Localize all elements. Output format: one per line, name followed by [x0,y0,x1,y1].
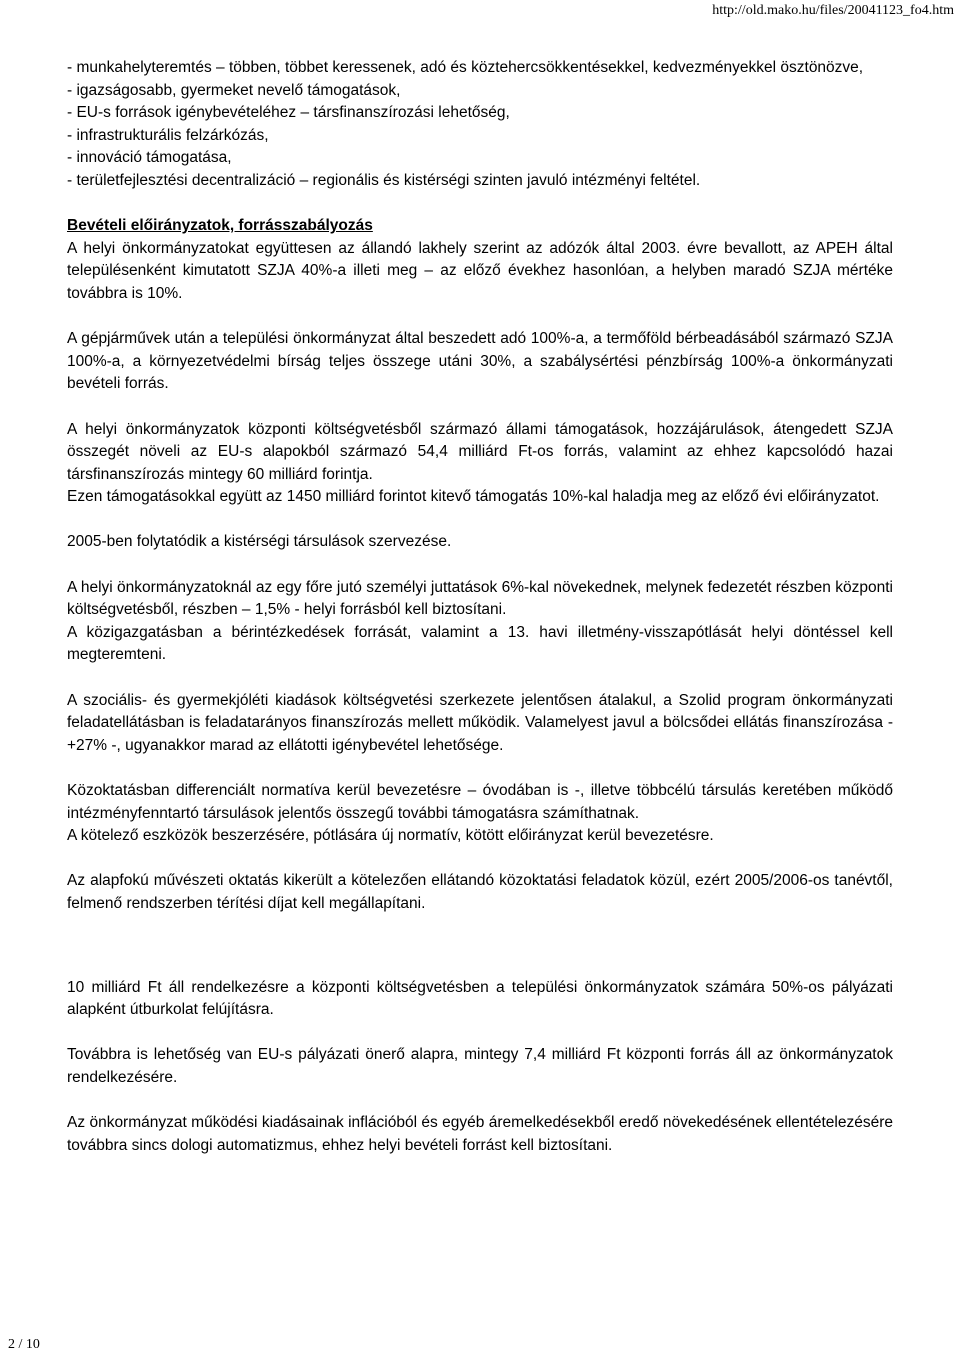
section-heading: Bevételi előirányzatok, forrásszabályozás [67,217,373,235]
revenue-section [67,215,893,305]
state-support-block [67,419,893,509]
paragraph-associations: 2005-ben folytatódik a kistérségi társulások szervezése. [67,533,452,551]
list-item: - munkahelyteremtés – többen, többet keressenek, adó és köztehercsökkentésekkel, kedvezményekkel ösztönözve, [67,59,864,76]
intro-bullet-list [67,57,893,193]
paragraph-road-fund: 10 milliárd Ft áll rendelkezésre a központi költségvetésben a települési önkormányzatok számára 50%-os pályázati alapként útburkolat felújításra. [67,978,893,1019]
page-url-header: http://old.mako.hu/files/20041123_fo4.htm [712,3,954,18]
paragraph-szja: A helyi önkormányzatokat együttesen az állandó lakhely szerint az adózók által 2003. évre bevallott, az APEH által településenként kimutatott SZJA 40%-a illeti meg – az előző évekhez hasonlóan, a helyben maradó SZJA mértéke továbbra is 10%. [67,239,893,302]
paragraph-art-education: Az alapfokú művészeti oktatás kikerült a kötelezően ellátandó közoktatási feladatok közül, ezért 2005/2006-os tanévtől, felmenő rendszerben térítési díjat kell megállapítani. [67,872,893,912]
paragraph-education-normative: Közoktatásban differenciált normatíva kerül bevezetésre – óvodában is -, illetve többcélú társulás keretében működő intézményfenntartó társulások jelentős összegű további támogatásra számíthatnak. [67,782,893,822]
list-item: - innováció támogatása, [67,149,232,167]
education-block [67,780,893,848]
list-item: - EU-s források igénybevételéhez – társfinanszírozási lehetőség, [67,104,510,122]
document-body [67,57,893,1180]
paragraph-operating-costs: Az önkormányzat működési kiadásainak inflációból és egyéb áremelkedésekből eredő növekedésének ellentételezésére továbbra sincs dologi automatizmus, ehhez helyi bevételi forrást kell biztosítani. [67,1114,893,1154]
section-spacer [67,916,893,977]
list-item: - igazságosabb, gyermeket nevelő támogatások, [67,81,401,99]
paragraph-eu-fund: Továbbra is lehetőség van EU-s pályázati önerő alapra, mintegy 7,4 milliárd Ft központi forrás áll az önkormányzatok rendelkezésére. [67,1046,893,1086]
paragraph-wage-measures: A közigazgatásban a bérintézkedések forrását, valamint a 13. havi illetmény-visszapótlását helyi döntéssel kell megteremteni. [67,623,893,664]
page-number: 2 / 10 [8,1337,40,1352]
list-item: - területfejlesztési decentralizáció – regionális és kistérségi szinten javuló intézményi feltétel. [67,171,701,189]
paragraph-mandatory-equipment: A kötelező eszközök beszerzésére, pótlására új normatív, kötött előirányzat kerül bevezetésre. [67,827,714,845]
paragraph-social-welfare: A szociális- és gyermekjóléti kiadások költségvetési szerkezete jelentősen átalakul, a Szolid program önkormányzati feladatellátásban is feladatarányos finanszírozás mellett működik. Valamelyest javul a bölcsődei ellátás finanszírozása - +27% -, ugyanakkor marad az ellátotti igénybevétel lehetősége. [67,691,893,754]
list-item: - infrastrukturális felzárkózás, [67,126,269,144]
paragraph-support-total: Ezen támogatásokkal együtt az 1450 milliárd forintot kitevő támogatás 10%-kal haladja meg az előző évi előirányzatot. [67,488,880,506]
personal-benefits-block [67,577,893,667]
paragraph-vehicle-tax: A gépjárművek után a települési önkormányzat által beszedett adó 100%-a, a termőföld bérbeadásából származó SZJA 100%-a, a környezetvédelmi bírság teljes összege utáni 30%, a szabálysértési pénzbírság 100%-a önkormányzati bevételi forrás. [67,330,893,393]
paragraph-state-support: A helyi önkormányzatok központi költségvetésből származó állami támogatások, hozzájárulások, átengedett SZJA összegét növeli az EU-s alapokból származó 54,4 milliárd Ft-os forrás, valamint az ehhez kapcsolódó hazai társfinanszírozás mintegy 60 milliárd forintja. [67,420,893,483]
paragraph-personal-benefits: A helyi önkormányzatoknál az egy főre jutó személyi juttatások 6%-kal növekednek, melynek fedezetét részben központi költségvetésből, részben – 1,5% - helyi forrásból kell biztosítani. [67,578,893,619]
